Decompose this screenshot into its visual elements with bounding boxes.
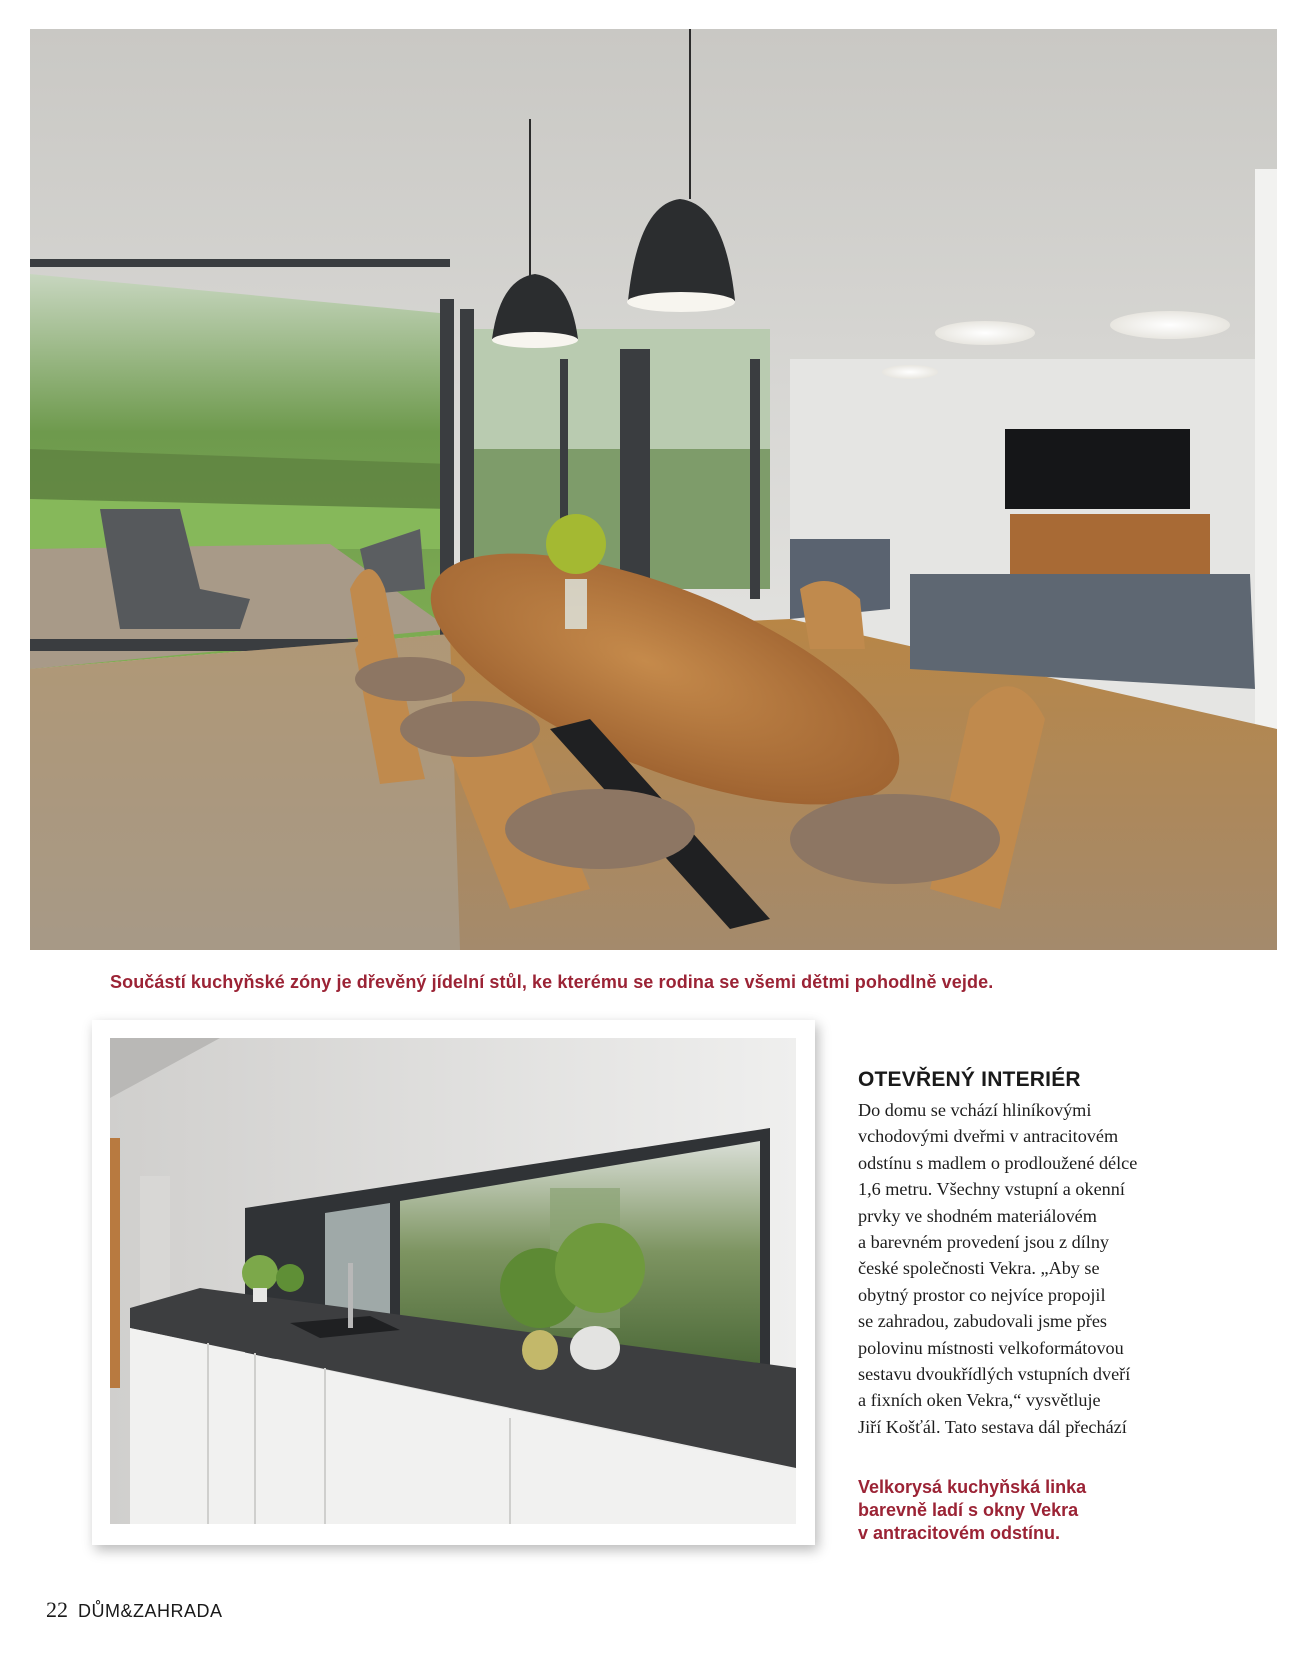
body-line: vchodovými dveřmi v antracitovém — [858, 1126, 1119, 1147]
body-line: polovinu místnosti velkoformátovou — [858, 1337, 1124, 1358]
body-line: se zahradou, zabudovali jsme přes — [858, 1311, 1107, 1332]
body-line: obytný prostor co nejvíce propojil — [858, 1284, 1106, 1305]
body-line: prvky ve shodném materiálovém — [858, 1205, 1097, 1226]
article-body — [858, 1097, 1188, 1440]
dining-room-photo — [30, 29, 1277, 950]
body-line: a fixních oken Vekra,“ vysvětluje — [858, 1390, 1101, 1411]
body-line: a barevném provedení jsou z dílny — [858, 1232, 1110, 1253]
top-photo-caption: Součástí kuchyňské zóny je dřevěný jídelní stůl, ke kterému se rodina se všemi dětmi pohodlně vejde. — [110, 972, 994, 992]
body-line: Jiří Košťál. Tato sestava dál přechází — [858, 1416, 1127, 1437]
kitchen-photo-caption — [858, 1476, 1158, 1545]
caption-line: barevně ladí s okny Vekra — [858, 1500, 1079, 1520]
body-line: 1,6 metru. Všechny vstupní a okenní — [858, 1179, 1125, 1200]
magazine-name: DŮM&ZAHRADA — [78, 1601, 223, 1621]
body-line: české společnosti Vekra. „Aby se — [858, 1258, 1100, 1279]
body-line: Do domu se vchází hliníkovými — [858, 1100, 1092, 1120]
body-line: odstínu s madlem o prodloužené délce — [858, 1152, 1138, 1173]
page-number: 22 — [46, 1597, 68, 1622]
kitchen-photo-frame — [92, 1020, 815, 1545]
caption-line: v antracitovém odstínu. — [858, 1523, 1061, 1543]
kitchen-photo — [110, 1038, 796, 1524]
section-heading: OTEVŘENÝ INTERIÉR — [858, 1068, 1081, 1091]
body-line: sestavu dvoukřídlých vstupních dveří — [858, 1364, 1131, 1385]
page-footer — [46, 1597, 223, 1623]
caption-line: Velkorysá kuchyňská linka — [858, 1477, 1087, 1497]
